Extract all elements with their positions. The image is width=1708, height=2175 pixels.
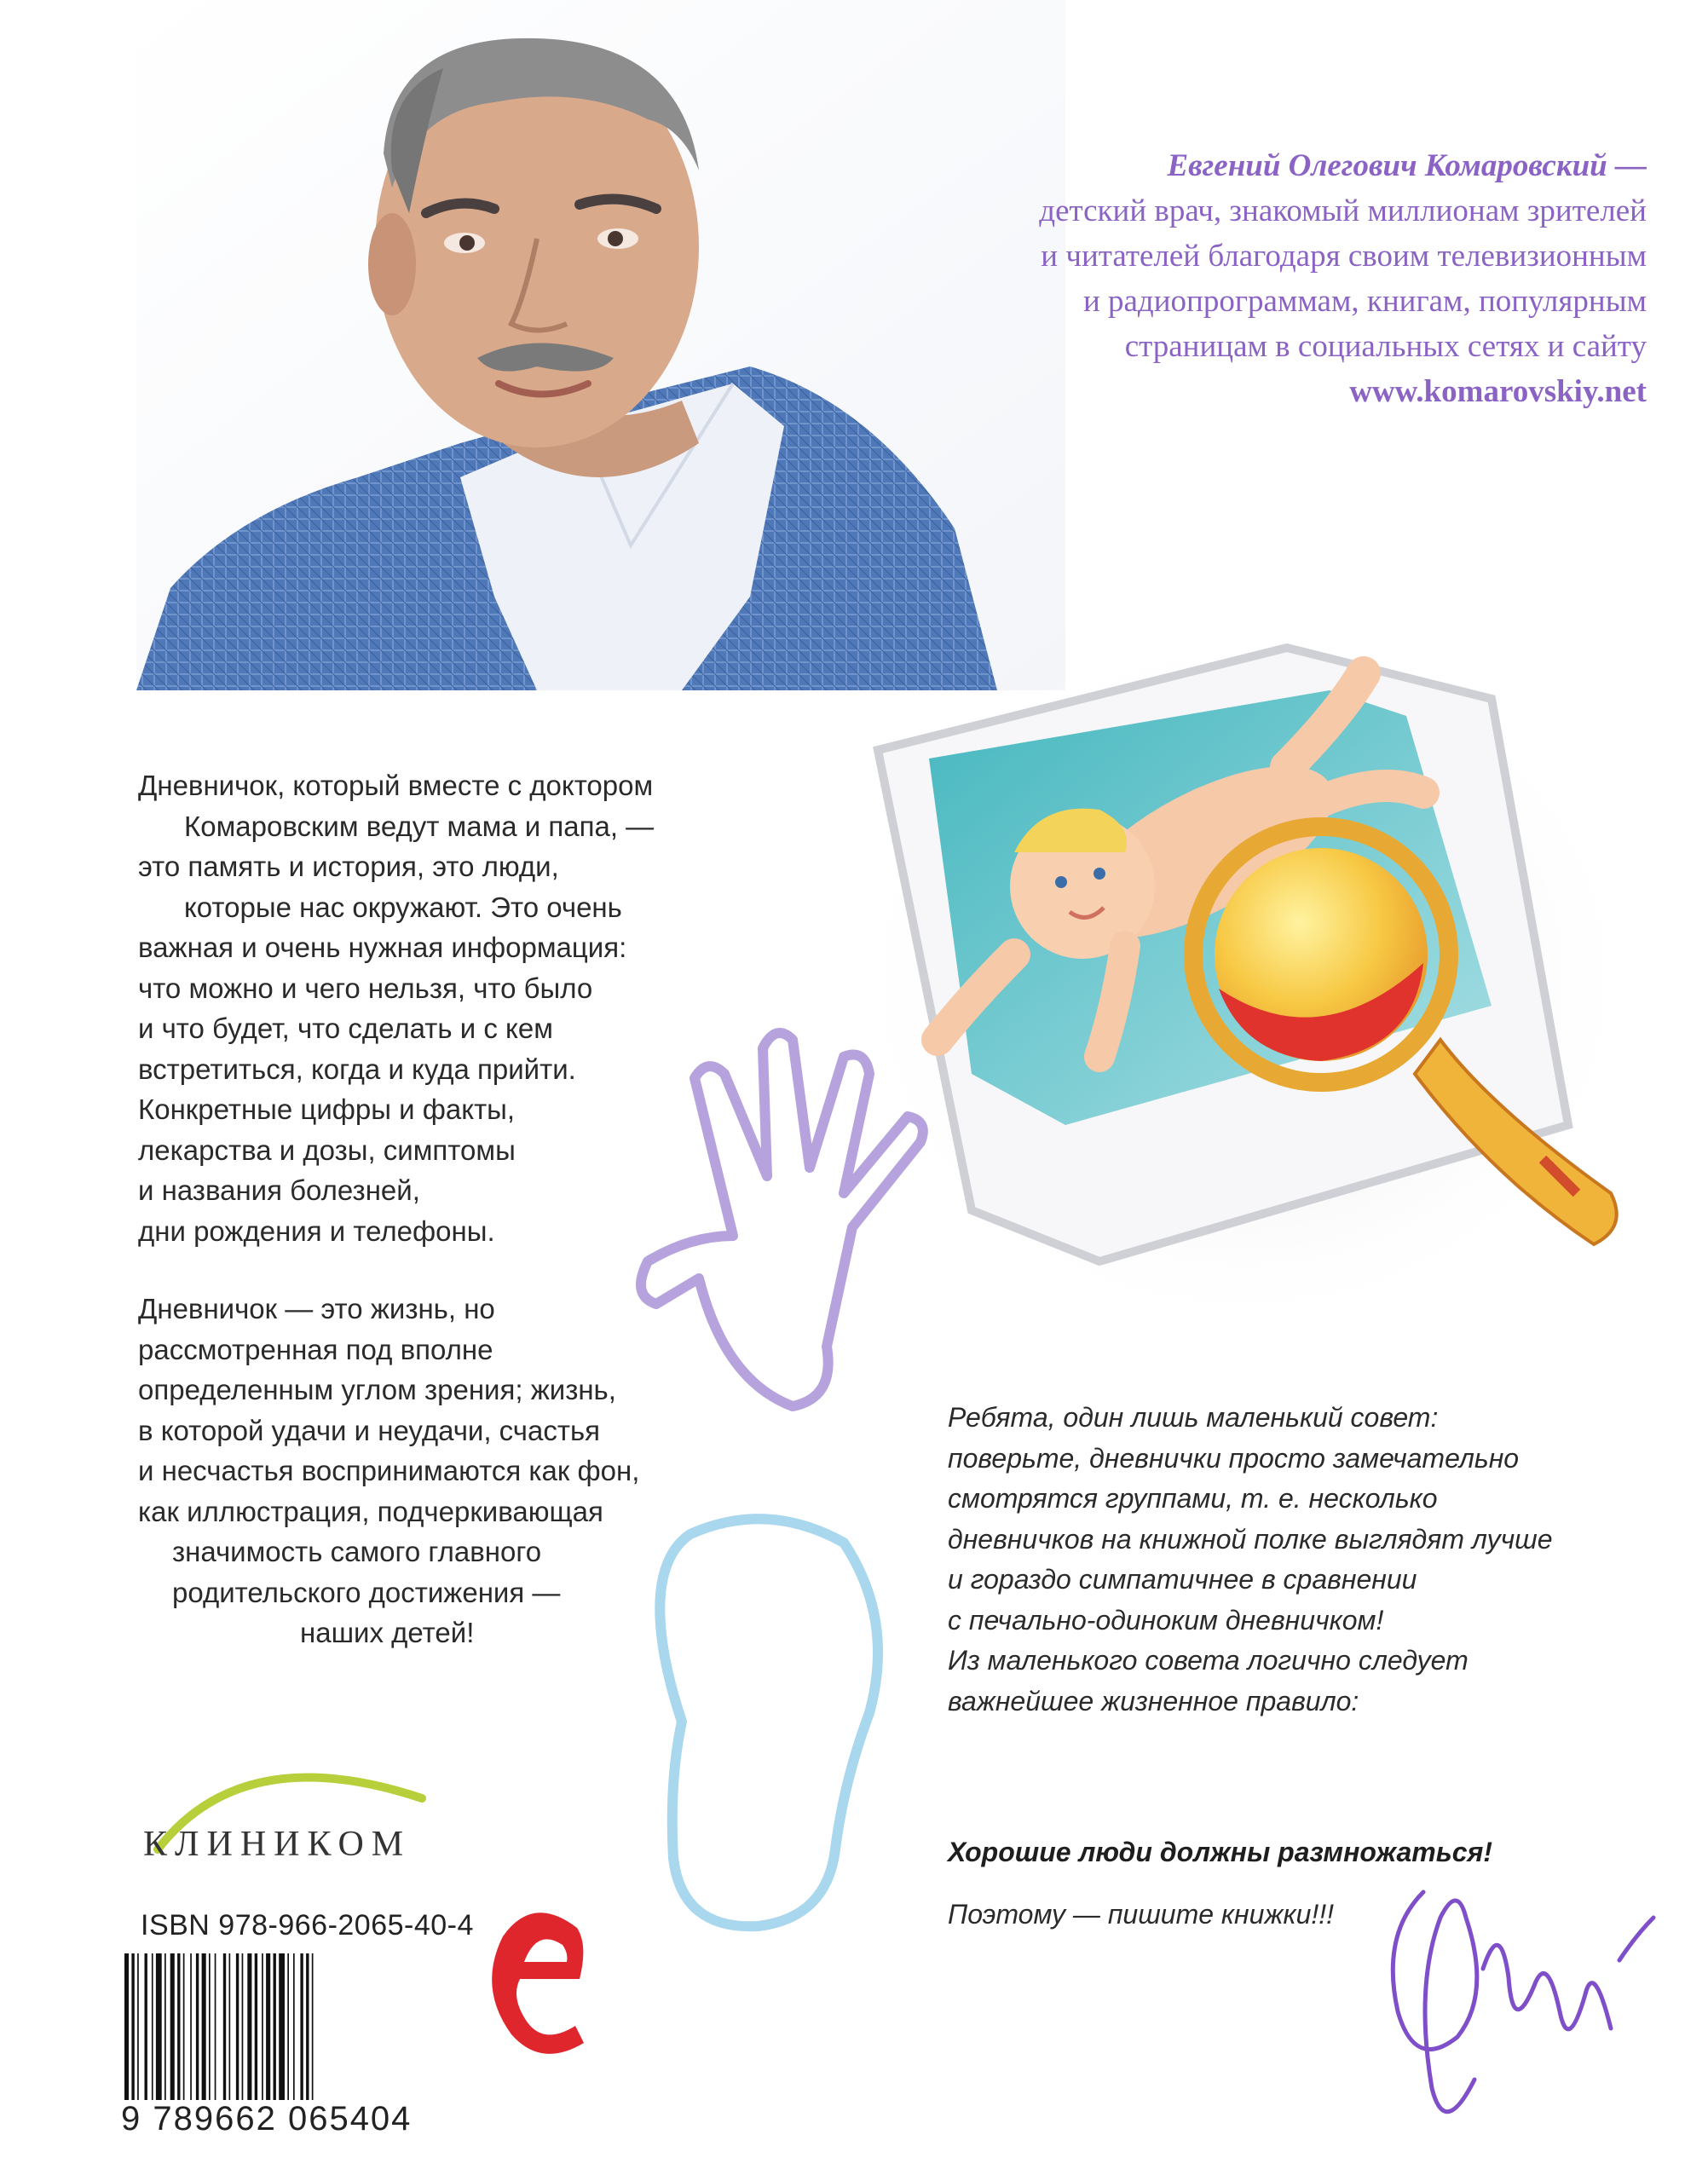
author-bio (760, 143, 1647, 414)
text-line: наших детей! (300, 1617, 475, 1648)
bio-line: и радиопрограммам, книгам, популярным (1082, 284, 1647, 319)
text-line: значимость самого главного (172, 1536, 542, 1567)
advice-line: дневничков на книжной полке выглядят лучше (948, 1523, 1553, 1555)
text-line: и что будет, что сделать и с кем (138, 1012, 553, 1044)
text-line: и названия болезней, (138, 1174, 420, 1206)
motto: Хорошие люди должны размножаться! (948, 1837, 1493, 1867)
advice-line: важнейшее жизненное правило: (948, 1685, 1359, 1716)
publisher-name: КЛИНИКОМ (143, 1825, 412, 1864)
text-line: лекарства и дозы, симптомы (138, 1134, 516, 1166)
text-line: Дневничок — это жизнь, но (138, 1293, 495, 1324)
description-paragraph-2 (138, 1289, 726, 1653)
text-line: это память и история, это люди, (138, 851, 559, 882)
text-line: Дневничок, который вместе с доктором (138, 770, 654, 801)
text-line: как иллюстрация, подчеркивающая (138, 1495, 603, 1527)
text-line: определенным углом зрения; жизнь, (138, 1374, 616, 1405)
advice-line: и гораздо симпатичнее в сравнении (948, 1564, 1417, 1595)
text-line: в которой удачи и неудачи, счастья (138, 1414, 601, 1446)
author-website[interactable]: www.komarovskiy.net (1349, 374, 1647, 409)
eksmo-logo-icon (482, 1894, 601, 2077)
advice-line: поверьте, дневнички просто замечательно (948, 1442, 1520, 1474)
closing-line: Поэтому — пишите книжки!!! (948, 1899, 1335, 1930)
text-line: родительского достижения — (172, 1576, 561, 1608)
bio-line: страницам в социальных сетях и сайту (1124, 329, 1647, 364)
text-line: Комаровским ведут мама и папа, — (184, 810, 655, 842)
text-line: встретиться, когда и куда прийти. (138, 1053, 576, 1085)
advice-line: смотрятся группами, т. е. несколько (948, 1483, 1438, 1514)
advice-line: Ребята, один лишь маленький совет: (948, 1402, 1439, 1433)
isbn-label: ISBN 978-966-2065-40-4 (141, 1909, 474, 1941)
bio-line: детский врач, знакомый миллионам зрителей (1039, 193, 1647, 228)
text-line: дни рождения и телефоны. (138, 1214, 495, 1247)
advice-line: с печально-одиноким дневничком! (948, 1604, 1384, 1636)
text-line: и несчастья воспринимаются как фон, (138, 1455, 640, 1486)
text-line: рассмотренная под вполне (138, 1333, 493, 1365)
advice-line: Из маленького совета логично следует (948, 1645, 1469, 1676)
barcode-digits: 9 789662 065404 (121, 2100, 413, 2138)
text-line: которые нас окружают. Это очень (184, 891, 622, 923)
text-line: важная и очень нужная информация: (138, 932, 627, 963)
text-line: что можно и чего нельзя, что было (138, 972, 593, 1004)
text-line: Конкретные цифры и факты, (138, 1093, 516, 1125)
author-name: Евгений Олегович Комаровский — (1167, 148, 1647, 183)
description-paragraph-1 (138, 765, 726, 1251)
advice-text (948, 1398, 1595, 1722)
author-signature (1364, 1866, 1670, 2148)
baby-photo-illustration (844, 597, 1645, 1364)
bio-line: и читателей благодаря своим телевизионным (1041, 239, 1647, 274)
